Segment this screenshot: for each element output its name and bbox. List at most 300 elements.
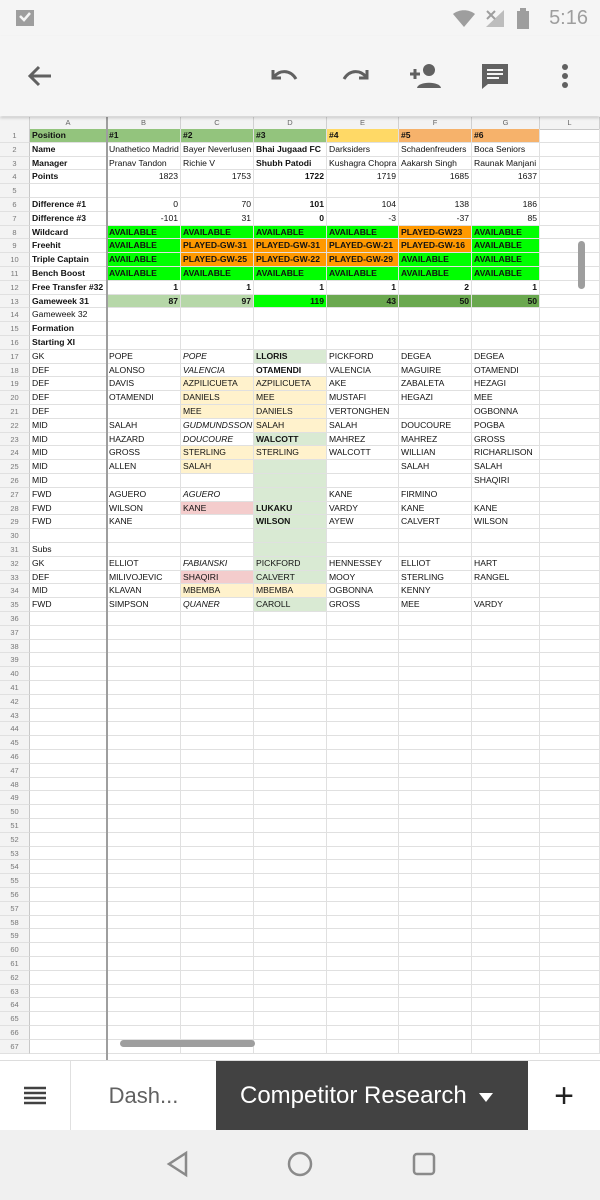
- cell-l[interactable]: [540, 736, 600, 750]
- row-number[interactable]: 5: [0, 184, 30, 198]
- cell-c[interactable]: Richie V: [181, 157, 254, 171]
- cell-a[interactable]: [30, 681, 107, 695]
- cell-l[interactable]: [540, 446, 600, 460]
- cell-l[interactable]: [540, 819, 600, 833]
- cell-c[interactable]: [181, 750, 254, 764]
- row-number[interactable]: 25: [0, 460, 30, 474]
- cell-c[interactable]: [181, 640, 254, 654]
- cell-f[interactable]: [399, 1040, 472, 1054]
- vertical-scrollbar[interactable]: [578, 241, 585, 289]
- cell-l[interactable]: [540, 626, 600, 640]
- cell-a[interactable]: [30, 888, 107, 902]
- cell-l[interactable]: [540, 557, 600, 571]
- cell-g[interactable]: HART: [472, 557, 540, 571]
- cell-e[interactable]: [327, 1012, 399, 1026]
- cell-a[interactable]: [30, 943, 107, 957]
- column-header-a[interactable]: A: [30, 117, 107, 129]
- row-number[interactable]: 7: [0, 212, 30, 226]
- cell-c[interactable]: 31: [181, 212, 254, 226]
- cell-f[interactable]: [399, 971, 472, 985]
- cell-a[interactable]: [30, 929, 107, 943]
- cell-c[interactable]: DOUCOURE: [181, 433, 254, 447]
- column-header-d[interactable]: D: [254, 117, 327, 129]
- row-number[interactable]: 49: [0, 791, 30, 805]
- cell-l[interactable]: [540, 1040, 600, 1054]
- cell-d[interactable]: [254, 529, 327, 543]
- cell-f[interactable]: [399, 998, 472, 1012]
- row-number[interactable]: 32: [0, 557, 30, 571]
- cell-l[interactable]: [540, 405, 600, 419]
- cell-g[interactable]: [472, 184, 540, 198]
- cell-c[interactable]: AVAILABLE: [181, 226, 254, 240]
- recents-square-icon[interactable]: [410, 1150, 438, 1183]
- cell-c[interactable]: 1753: [181, 170, 254, 184]
- cell-g[interactable]: [472, 874, 540, 888]
- row-number[interactable]: 13: [0, 295, 30, 309]
- cell-d[interactable]: AVAILABLE: [254, 226, 327, 240]
- cell-l[interactable]: [540, 874, 600, 888]
- row-number[interactable]: 12: [0, 281, 30, 295]
- cell-c[interactable]: [181, 985, 254, 999]
- cell-e[interactable]: [327, 681, 399, 695]
- row-number[interactable]: 50: [0, 805, 30, 819]
- cell-d[interactable]: AVAILABLE: [254, 267, 327, 281]
- cell-e[interactable]: [327, 929, 399, 943]
- cell-b[interactable]: [107, 805, 181, 819]
- cell-f[interactable]: PLAYED-GW23: [399, 226, 472, 240]
- cell-d[interactable]: [254, 750, 327, 764]
- cell-d[interactable]: [254, 929, 327, 943]
- cell-l[interactable]: [540, 709, 600, 723]
- cell-g[interactable]: [472, 778, 540, 792]
- cell-d[interactable]: PLAYED-GW-22: [254, 253, 327, 267]
- cell-e[interactable]: [327, 778, 399, 792]
- cell-a[interactable]: MID: [30, 419, 107, 433]
- cell-g[interactable]: [472, 709, 540, 723]
- cell-f[interactable]: [399, 764, 472, 778]
- cell-a[interactable]: [30, 764, 107, 778]
- cell-f[interactable]: STERLING: [399, 571, 472, 585]
- cell-a[interactable]: FWD: [30, 598, 107, 612]
- cell-d[interactable]: MBEMBA: [254, 584, 327, 598]
- cell-g[interactable]: 85: [472, 212, 540, 226]
- cell-d[interactable]: [254, 681, 327, 695]
- cell-g[interactable]: HEZAGI: [472, 377, 540, 391]
- cell-a[interactable]: [30, 722, 107, 736]
- cell-c[interactable]: [181, 929, 254, 943]
- cell-b[interactable]: [107, 543, 181, 557]
- cell-l[interactable]: [540, 308, 600, 322]
- cell-c[interactable]: POPE: [181, 350, 254, 364]
- cell-a[interactable]: Bench Boost: [30, 267, 107, 281]
- row-number[interactable]: 40: [0, 667, 30, 681]
- row-number[interactable]: 35: [0, 598, 30, 612]
- cell-e[interactable]: Darksiders: [327, 143, 399, 157]
- cell-g[interactable]: [472, 529, 540, 543]
- cell-d[interactable]: [254, 860, 327, 874]
- cell-a[interactable]: [30, 1012, 107, 1026]
- cell-l[interactable]: [540, 239, 600, 253]
- cell-b[interactable]: [107, 916, 181, 930]
- cell-e[interactable]: AKE: [327, 377, 399, 391]
- cell-d[interactable]: [254, 888, 327, 902]
- row-number[interactable]: 61: [0, 957, 30, 971]
- cell-d[interactable]: [254, 847, 327, 861]
- cell-e[interactable]: [327, 985, 399, 999]
- cell-c[interactable]: Bayer Neverlusen: [181, 143, 254, 157]
- add-person-icon[interactable]: [405, 56, 445, 96]
- row-number[interactable]: 38: [0, 640, 30, 654]
- cell-a[interactable]: MID: [30, 474, 107, 488]
- cell-f[interactable]: MAGUIRE: [399, 364, 472, 378]
- row-number[interactable]: 27: [0, 488, 30, 502]
- cell-c[interactable]: [181, 833, 254, 847]
- row-number[interactable]: 31: [0, 543, 30, 557]
- cell-c[interactable]: [181, 543, 254, 557]
- cell-e[interactable]: SALAH: [327, 419, 399, 433]
- cell-b[interactable]: [107, 474, 181, 488]
- cell-l[interactable]: [540, 488, 600, 502]
- cell-a[interactable]: [30, 819, 107, 833]
- cell-d[interactable]: [254, 322, 327, 336]
- cell-b[interactable]: [107, 1012, 181, 1026]
- cell-c[interactable]: [181, 336, 254, 350]
- cell-a[interactable]: Triple Captain: [30, 253, 107, 267]
- cell-g[interactable]: [472, 888, 540, 902]
- cell-c[interactable]: [181, 184, 254, 198]
- cell-e[interactable]: PICKFORD: [327, 350, 399, 364]
- cell-b[interactable]: OTAMENDI: [107, 391, 181, 405]
- cell-b[interactable]: WILSON: [107, 502, 181, 516]
- cell-f[interactable]: [399, 791, 472, 805]
- cell-b[interactable]: [107, 322, 181, 336]
- cell-c[interactable]: 97: [181, 295, 254, 309]
- cell-g[interactable]: [472, 985, 540, 999]
- row-number[interactable]: 3: [0, 157, 30, 171]
- cell-b[interactable]: [107, 764, 181, 778]
- cell-g[interactable]: [472, 626, 540, 640]
- back-arrow-icon[interactable]: [20, 56, 60, 96]
- row-number[interactable]: 64: [0, 998, 30, 1012]
- cell-a[interactable]: FWD: [30, 502, 107, 516]
- row-number[interactable]: 45: [0, 736, 30, 750]
- cell-d[interactable]: [254, 543, 327, 557]
- cell-b[interactable]: [107, 750, 181, 764]
- cell-c[interactable]: 1: [181, 281, 254, 295]
- cell-e[interactable]: #4: [327, 129, 399, 143]
- cell-d[interactable]: SALAH: [254, 419, 327, 433]
- cell-l[interactable]: [540, 295, 600, 309]
- cell-g[interactable]: [472, 722, 540, 736]
- hamburger-icon[interactable]: [0, 1061, 71, 1131]
- cell-a[interactable]: [30, 902, 107, 916]
- cell-c[interactable]: [181, 778, 254, 792]
- cell-f[interactable]: [399, 888, 472, 902]
- cell-a[interactable]: [30, 736, 107, 750]
- cell-d[interactable]: [254, 805, 327, 819]
- cell-d[interactable]: [254, 695, 327, 709]
- cell-f[interactable]: PLAYED-GW-16: [399, 239, 472, 253]
- cell-l[interactable]: [540, 474, 600, 488]
- cell-e[interactable]: [327, 626, 399, 640]
- cell-a[interactable]: Position: [30, 129, 107, 143]
- cell-a[interactable]: [30, 612, 107, 626]
- cell-l[interactable]: [540, 916, 600, 930]
- cell-f[interactable]: [399, 874, 472, 888]
- cell-f[interactable]: DOUCOURE: [399, 419, 472, 433]
- cell-f[interactable]: [399, 819, 472, 833]
- cell-b[interactable]: KANE: [107, 515, 181, 529]
- row-number[interactable]: 9: [0, 239, 30, 253]
- cell-f[interactable]: [399, 474, 472, 488]
- cell-a[interactable]: Free Transfer #32: [30, 281, 107, 295]
- cell-b[interactable]: [107, 1026, 181, 1040]
- cell-l[interactable]: [540, 377, 600, 391]
- cell-e[interactable]: AVAILABLE: [327, 226, 399, 240]
- cell-l[interactable]: [540, 1026, 600, 1040]
- cell-a[interactable]: DEF: [30, 405, 107, 419]
- cell-a[interactable]: [30, 833, 107, 847]
- cell-d[interactable]: [254, 902, 327, 916]
- cell-c[interactable]: PLAYED-GW-25: [181, 253, 254, 267]
- cell-b[interactable]: DAVIS: [107, 377, 181, 391]
- cell-f[interactable]: [399, 943, 472, 957]
- cell-c[interactable]: [181, 860, 254, 874]
- row-number[interactable]: 8: [0, 226, 30, 240]
- comment-icon[interactable]: [475, 56, 515, 96]
- cell-a[interactable]: Name: [30, 143, 107, 157]
- cell-l[interactable]: [540, 667, 600, 681]
- cell-a[interactable]: [30, 750, 107, 764]
- row-number[interactable]: 4: [0, 170, 30, 184]
- cell-f[interactable]: FIRMINO: [399, 488, 472, 502]
- cell-l[interactable]: [540, 433, 600, 447]
- row-number[interactable]: 26: [0, 474, 30, 488]
- cell-l[interactable]: [540, 267, 600, 281]
- cell-d[interactable]: 119: [254, 295, 327, 309]
- row-number[interactable]: 44: [0, 722, 30, 736]
- cell-b[interactable]: [107, 888, 181, 902]
- cell-g[interactable]: [472, 998, 540, 1012]
- row-number[interactable]: 33: [0, 571, 30, 585]
- cell-g[interactable]: KANE: [472, 502, 540, 516]
- row-number[interactable]: 57: [0, 902, 30, 916]
- cell-l[interactable]: [540, 722, 600, 736]
- cell-g[interactable]: OTAMENDI: [472, 364, 540, 378]
- dropdown-arrow-icon[interactable]: [479, 1082, 493, 1110]
- cell-c[interactable]: SALAH: [181, 460, 254, 474]
- cell-b[interactable]: 1: [107, 281, 181, 295]
- row-number[interactable]: 63: [0, 985, 30, 999]
- back-triangle-icon[interactable]: [164, 1150, 192, 1183]
- cell-b[interactable]: [107, 971, 181, 985]
- cell-d[interactable]: PICKFORD: [254, 557, 327, 571]
- cell-l[interactable]: [540, 971, 600, 985]
- cell-b[interactable]: -101: [107, 212, 181, 226]
- cell-d[interactable]: [254, 971, 327, 985]
- cell-c[interactable]: [181, 681, 254, 695]
- cell-c[interactable]: FABIANSKI: [181, 557, 254, 571]
- column-header-l[interactable]: L: [540, 117, 600, 129]
- cell-l[interactable]: [540, 612, 600, 626]
- cell-e[interactable]: [327, 322, 399, 336]
- row-number[interactable]: 59: [0, 929, 30, 943]
- cell-f[interactable]: ELLIOT: [399, 557, 472, 571]
- cell-l[interactable]: [540, 515, 600, 529]
- cell-b[interactable]: GROSS: [107, 446, 181, 460]
- cell-g[interactable]: SALAH: [472, 460, 540, 474]
- cell-a[interactable]: Difference #3: [30, 212, 107, 226]
- cell-l[interactable]: [540, 198, 600, 212]
- cell-l[interactable]: [540, 502, 600, 516]
- cell-d[interactable]: WALCOTT: [254, 433, 327, 447]
- cell-c[interactable]: [181, 874, 254, 888]
- cell-g[interactable]: [472, 1040, 540, 1054]
- cell-c[interactable]: [181, 709, 254, 723]
- row-number[interactable]: 14: [0, 308, 30, 322]
- cell-b[interactable]: MILIVOJEVIC: [107, 571, 181, 585]
- cell-a[interactable]: [30, 791, 107, 805]
- row-number[interactable]: 34: [0, 584, 30, 598]
- cell-f[interactable]: [399, 929, 472, 943]
- cell-f[interactable]: 138: [399, 198, 472, 212]
- cell-f[interactable]: WILLIAN: [399, 446, 472, 460]
- cell-a[interactable]: [30, 874, 107, 888]
- cell-a[interactable]: Points: [30, 170, 107, 184]
- cell-a[interactable]: [30, 667, 107, 681]
- cell-l[interactable]: [540, 791, 600, 805]
- cell-e[interactable]: [327, 860, 399, 874]
- cell-d[interactable]: [254, 916, 327, 930]
- row-number[interactable]: 62: [0, 971, 30, 985]
- row-number[interactable]: 48: [0, 778, 30, 792]
- cell-g[interactable]: 50: [472, 295, 540, 309]
- cell-f[interactable]: [399, 902, 472, 916]
- cell-c[interactable]: [181, 998, 254, 1012]
- cell-e[interactable]: [327, 943, 399, 957]
- cell-a[interactable]: [30, 957, 107, 971]
- cell-a[interactable]: Gameweek 32: [30, 308, 107, 322]
- row-number[interactable]: 47: [0, 764, 30, 778]
- cell-e[interactable]: [327, 695, 399, 709]
- cell-d[interactable]: [254, 308, 327, 322]
- cell-c[interactable]: [181, 791, 254, 805]
- cell-l[interactable]: [540, 847, 600, 861]
- cell-g[interactable]: 186: [472, 198, 540, 212]
- select-all-corner[interactable]: [0, 117, 30, 129]
- cell-a[interactable]: [30, 709, 107, 723]
- cell-g[interactable]: [472, 667, 540, 681]
- cell-d[interactable]: 1: [254, 281, 327, 295]
- cell-e[interactable]: [327, 1026, 399, 1040]
- row-number[interactable]: 66: [0, 1026, 30, 1040]
- cell-e[interactable]: [327, 902, 399, 916]
- cell-b[interactable]: [107, 819, 181, 833]
- cell-g[interactable]: AVAILABLE: [472, 253, 540, 267]
- row-number[interactable]: 36: [0, 612, 30, 626]
- row-number[interactable]: 10: [0, 253, 30, 267]
- cell-f[interactable]: KANE: [399, 502, 472, 516]
- cell-d[interactable]: [254, 943, 327, 957]
- cell-d[interactable]: [254, 833, 327, 847]
- more-vert-icon[interactable]: [545, 56, 585, 96]
- cell-b[interactable]: ALONSO: [107, 364, 181, 378]
- cell-l[interactable]: [540, 888, 600, 902]
- row-number[interactable]: 20: [0, 391, 30, 405]
- cell-c[interactable]: [181, 1026, 254, 1040]
- cell-a[interactable]: MID: [30, 433, 107, 447]
- cell-c[interactable]: [181, 722, 254, 736]
- cell-d[interactable]: Bhai Jugaad FC: [254, 143, 327, 157]
- cell-f[interactable]: [399, 805, 472, 819]
- cell-a[interactable]: Freehit: [30, 239, 107, 253]
- cell-l[interactable]: [540, 391, 600, 405]
- cell-g[interactable]: [472, 902, 540, 916]
- cell-e[interactable]: [327, 460, 399, 474]
- cell-f[interactable]: 2: [399, 281, 472, 295]
- cell-b[interactable]: [107, 184, 181, 198]
- cell-a[interactable]: [30, 640, 107, 654]
- cell-c[interactable]: AGUERO: [181, 488, 254, 502]
- cell-a[interactable]: [30, 695, 107, 709]
- cell-l[interactable]: [540, 212, 600, 226]
- cell-e[interactable]: VERTONGHEN: [327, 405, 399, 419]
- cell-l[interactable]: [540, 943, 600, 957]
- cell-a[interactable]: [30, 860, 107, 874]
- row-number[interactable]: 22: [0, 419, 30, 433]
- column-header-f[interactable]: F: [399, 117, 472, 129]
- row-number[interactable]: 11: [0, 267, 30, 281]
- cell-d[interactable]: CALVERT: [254, 571, 327, 585]
- cell-c[interactable]: [181, 515, 254, 529]
- cell-l[interactable]: [540, 750, 600, 764]
- cell-g[interactable]: [472, 736, 540, 750]
- cell-d[interactable]: [254, 957, 327, 971]
- cell-g[interactable]: [472, 957, 540, 971]
- cell-e[interactable]: [327, 1040, 399, 1054]
- cell-l[interactable]: [540, 129, 600, 143]
- row-number[interactable]: 52: [0, 833, 30, 847]
- cell-f[interactable]: [399, 847, 472, 861]
- cell-g[interactable]: VARDY: [472, 598, 540, 612]
- cell-a[interactable]: DEF: [30, 377, 107, 391]
- cell-f[interactable]: [399, 405, 472, 419]
- row-number[interactable]: 41: [0, 681, 30, 695]
- cell-c[interactable]: [181, 819, 254, 833]
- cell-d[interactable]: [254, 474, 327, 488]
- cell-d[interactable]: WILSON: [254, 515, 327, 529]
- cell-e[interactable]: VARDY: [327, 502, 399, 516]
- cell-f[interactable]: [399, 1012, 472, 1026]
- cell-f[interactable]: [399, 709, 472, 723]
- cell-b[interactable]: [107, 695, 181, 709]
- cell-l[interactable]: [540, 350, 600, 364]
- cell-b[interactable]: [107, 405, 181, 419]
- cell-a[interactable]: MID: [30, 584, 107, 598]
- cell-l[interactable]: [540, 805, 600, 819]
- cell-a[interactable]: Wildcard: [30, 226, 107, 240]
- cell-d[interactable]: LUKAKU: [254, 502, 327, 516]
- cell-l[interactable]: [540, 170, 600, 184]
- undo-icon[interactable]: [265, 56, 305, 96]
- row-number[interactable]: 24: [0, 446, 30, 460]
- cell-f[interactable]: [399, 1026, 472, 1040]
- cell-e[interactable]: GROSS: [327, 598, 399, 612]
- cell-f[interactable]: [399, 860, 472, 874]
- cell-b[interactable]: [107, 833, 181, 847]
- cell-a[interactable]: Starting XI: [30, 336, 107, 350]
- cell-f[interactable]: [399, 653, 472, 667]
